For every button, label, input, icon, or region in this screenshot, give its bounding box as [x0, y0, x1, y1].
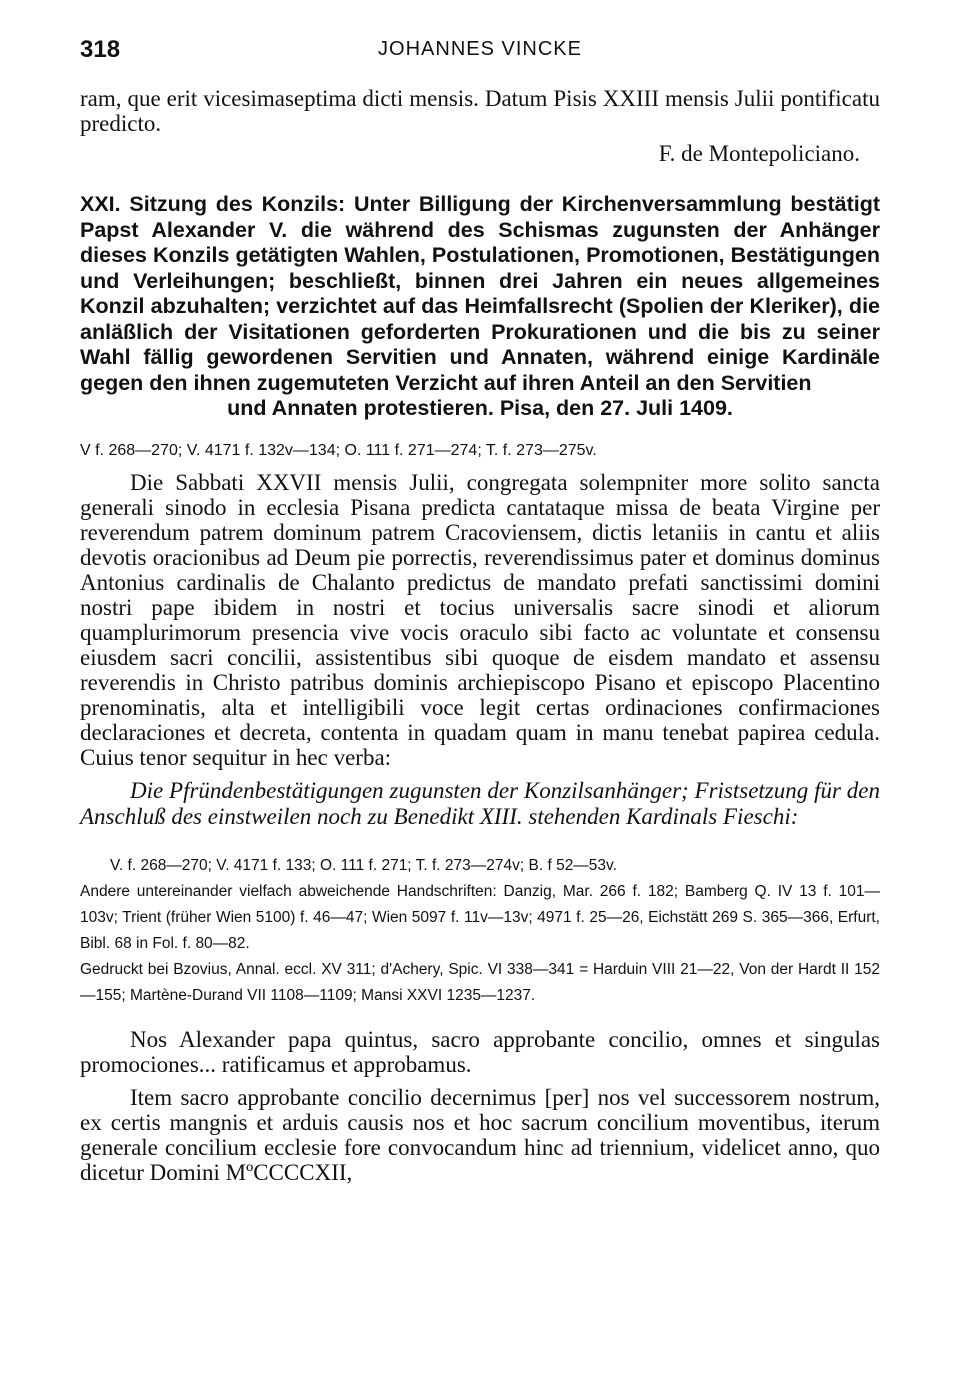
manuscript-siglum: V f. 268—270; V. 4171 f. 132v—134; O. 111 f. 271—274; T. f. 273—275v.: [80, 441, 597, 459]
notes-printed-editions: Gedruckt bei Bzovius, Annal. eccl. XV 311; d'Achery, Spic. VI 338—341 = Harduin VIII 21—22, Von der Hardt II 152—155; Martène-Durand VII 1108—1109; Mansi XXVI 1235—1237.: [80, 960, 880, 1004]
signature-line: F. de Montepoliciano.: [658, 141, 860, 166]
continuation-paragraph: ram, que erit vicesimaseptima dicti mensis. Datum Pisis XXIII mensis Julii pontificatu predicto.: [80, 86, 880, 136]
notes-manuscripts: Andere untereinander vielfach abweichende Handschriften: Danzig, Mar. 266 f. 182; Bamberg Q. IV 13 f. 101—103v; Trient (früher Wien 5100) f. 46—47; Wien 5097 f. 11v—13v; 4971 f. 25—26, Eichstätt 269 S. 365—366, Erfurt, Bibl. 68 in Fol. f. 80—82.: [80, 882, 880, 952]
running-head: JOHANNES VINCKE: [378, 38, 582, 60]
page-number: 318: [80, 36, 121, 63]
section-heading-body: XXI. Sitzung des Konzils: Unter Billigung der Kirchenversammlung bestätigt Papst Alexander V. die während des Schismas zugunsten der Anhänger dieses Konzils getätigten Wahlen, Postulationen, Promotionen, Bestätigungen und Verleihungen; beschließt, binnen drei Jahren ein neues allgemeines Konzil abzuhalten; verzichtet auf das Heimfallsrecht (Spolien der Kleriker), die anläßlich der Visitationen geforderten Prokurationen und die bis zu seiner Wahl fällig gewordenen Servitien und Annaten, während einige Kardinäle gegen den ihnen zugemuteten Verzicht auf ihren Anteil an den Servitien: [80, 192, 880, 395]
section-heading: [80, 192, 880, 422]
body-paragraph-1: Die Sabbati XXVII mensis Julii, congregata solempniter more solito sancta generali sinodo in ecclesia Pisana predicta cantataque missa de beata Virgine per reverendum patrem dominum patrem Cracoviensem, dictis letaniis in cantu et aliis devotis oracionibus ad Deum pie porrectis, reverendissimus pater et dominus dominus Antonius cardinalis de Chalanto predictus de mandato prefati sanctissimi domini nostri pape ibidem in nostri et tocius universalis sacre sinodi et aliorum quamplurimorum presencia vive vocis oraculo sibi facto ac voluntate et consensu eiusdem sacri concilii, assistentibus sibi quoque de eisdem mandato et assensu reverendis in Christo patribus dominis archiepiscopo Pisano et episcopo Placentino prenominatis, alta et intelligibili voce legit certas ordinaciones confirmaciones declaraciones et decreta, contenta in quadam quam in manu tenebat papirea cedula. Cuius tenor sequitur in hec verba:: [80, 469, 880, 770]
italic-subheading: Die Pfründenbestätigungen zugunsten der Konzilsanhänger; Fristsetzung für den Anschluß des einstweilen noch zu Benedikt XIII. stehenden Kardinals Fieschi:: [80, 777, 880, 829]
document-page: [80, 36, 880, 1185]
body-paragraph-2: Nos Alexander papa quintus, sacro approbante concilio, omnes et singulas promociones... ratificamus et approbamus.: [80, 1026, 880, 1077]
body-paragraph-3: Item sacro approbante concilio decernimus [per] nos vel successorem nostrum, ex certis mangnis et arduis causis nos et hoc sacrum concilium moventibus, iterum generale concilium ecclesie fore convocandum hinc ad triennium, videlicet anno, quo dicetur Domini MºCCCCXII,: [80, 1084, 880, 1185]
section-heading-last-line: und Annaten protestieren. Pisa, den 27. Juli 1409.: [227, 396, 733, 420]
notes-siglum: V. f. 268—270; V. 4171 f. 133; O. 111 f. 271; T. f. 273—274v; B. f 52—53v.: [110, 856, 617, 874]
page-header: [80, 36, 880, 76]
apparatus-notes: [80, 853, 880, 1009]
